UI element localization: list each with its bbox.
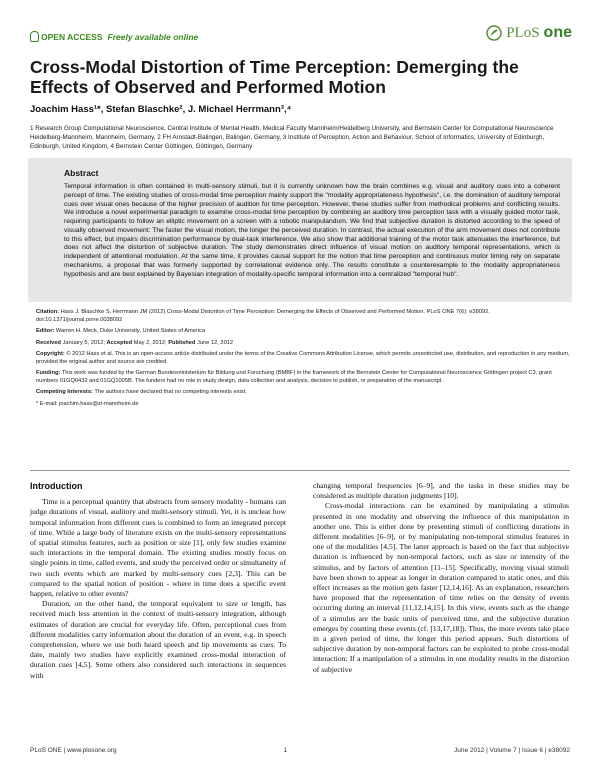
article-authors: Joachim Hass¹*, Stefan Blaschke², J. Michael Herrmann³,⁴ xyxy=(30,104,292,115)
footer-journal: PLoS ONE | www.plosone.org xyxy=(30,747,117,754)
body-paragraph: changing temporal frequencies [6–9], and the tasks in these studies may be considered as multiple duration judgments [10]. xyxy=(313,481,569,501)
competing-interests: Competing Interests: The authors have declared that no competing interests exist. xyxy=(36,389,247,395)
copyright: Copyright: © 2012 Hass et al. This is an open-access article distributed under the terms of the Creative Commons Attribution License, which permits unrestricted use, distribution, and reproduction in any medium, provided the original author and source are credited. xyxy=(36,351,570,365)
logo-one: one xyxy=(543,24,572,41)
oa-open: OPEN xyxy=(41,31,66,42)
author-affiliations: 1 Research Group Computational Neuroscience, Central Institute of Mental Health, Medical Faculty Mannheim/Heidelberg University, and Bernstein Center for Computational Neuroscience Heidelberg-Mannheim, Mannheim, Germany, 2 FH Arnstadt-Balingen, Balingen, Germany, 3 Institute of Perception, Action and Behaviour, School of Informatics, University of Edinburgh, Edinburgh, United Kingdom, 4 Bernstein Center Göttingen, Göttingen, Germany xyxy=(30,125,554,150)
body-column-right xyxy=(313,481,569,675)
open-lock-icon xyxy=(30,31,39,42)
body-column-left xyxy=(30,481,286,681)
editor: Editor: Warren H. Meck, Duke University, United States of America xyxy=(36,328,206,334)
dates: Received January 5, 2012; Accepted May 2, 2012; Published June 12, 2012 xyxy=(36,339,234,346)
contact-email: * E-mail: joachim.hass@zi-mannheim.de xyxy=(36,400,139,407)
article-metadata xyxy=(36,309,572,412)
body-paragraph: Cross-modal interactions can be examined by manipulating a stimulus presented in one modality and observing the influence of this manipulation in another one. This is either done by presenting stimuli of conflicting durations in different modalities [6–9], or by manipulating non-temporal stimulus features in one of the modalities [4,5]. The latter approach is based on the fact that subjective duration is influenced by non-temporal factors, such as size or intensity of the stimulus, and by factors of attention [11–15]. Specifically, moving visual stimuli have been shown to appear as longer in duration compared to static ones, and this effect increases as the motion gets faster [12,14,16]. As an explanation, researchers have proposed that the representation of time relies on the density of events occurring during an interval [11,12,14,15]. In this view, events such as the change of a stimulus are the basic units of perceived time, and the subjective duration emerges by counting these events (cf. [13,17,18]). Thus, the more events take place in a given period of time, the longer this period appears. Such distortions of subjective duration by non-temporal factors can be exploited to probe cross-modal interaction: If a manipulation of a stimulus in one modality results in the distortion of subjective xyxy=(313,501,569,674)
section-divider xyxy=(30,470,570,471)
plos-leaf-icon xyxy=(486,25,502,41)
logo-plos: PLoS xyxy=(506,24,540,41)
citation: Citation: Hass J, Blaschke S, Herrmann JM (2012) Cross-Modal Distortion of Time Perception: Demerging the Effects of Observed and Performed Motion. PLoS ONE 7(6): e38092. doi:10.1371/journal.pone.0038092 xyxy=(36,309,490,323)
page-number: 1 xyxy=(283,747,288,754)
body-paragraph: Time is a perceptual quantity that abstracts from sensory modality - humans can judge durations of visual, auditory and multi-sensory stimuli. Yet, it is unclear how temporal information from different cues is combined to form an integrated percept of time. While a large body of literature exists on the multi-sensory representations of spatial stimulus features, such as position or size [1], only few studies examine such interactions in the temporal domain. The existing studies mostly focus on single points in time, called events, and study the perceived order or simultaneity of two such events which are marked by multi-sensory cues [2,3]. This can be compared to the spatial notion of position - where in time does a specific event happen, relative to other events? xyxy=(30,497,286,599)
body-paragraph: Duration, on the other hand, the temporal equivalent to size or length, has received much less attention in the context of multi-sensory integration, although estimates of duration are crucial for everyday life. Often, perceptional cues from different modalities carry information about the duration of an event, e.g. in speech comprehension, where we use both heard speech and lip movements as cues. To date, mainly two studies have explicitly examined cross-modal interaction of duration cues [4,5]. Some others also considered such interactions in sequences with xyxy=(30,599,286,680)
plos-one-logo xyxy=(486,24,572,42)
introduction-heading: Introduction xyxy=(30,481,83,491)
funding: Funding: This work was funded by the German Bundesministerium für Bildung und Forschung (BMBF) in the framework of the Bernstein Center for Computational Neuroscience Göttingen project C3, grant numbers 01GQ0432 and 01GQ1005B. The funders had no role in study design, data collection and analysis, decision to publish, or preparation of the manuscript. xyxy=(36,370,552,384)
abstract-text: Temporal information is often contained in multi-sensory stimuli, but it is currently unknown how the brain combines e.g. visual and auditory cues into a coherent percept of time. The existing studies of cross-modal time perception mainly support the "modality appropriateness hypothesis", i.e. the domination of auditory temporal cues over visual ones because of the higher precision of audition for time perception. However, these studies suffer from methodical problems and conflicting results. We introduce a novel experimental paradigm to examine cross-modal time perception by combining an auditory time perception task with a visually guided motor task, requiring participants to follow an elliptic movement on a screen with a robotic manipulandum. We find that subjective duration is distorted according to the speed of visually observed movement: The faster the visual motion, the longer the perceived duration. In contrast, the actual execution of the arm movement does not contribute to this effect, but impairs discrimination performance by dual-task interference. We also show that additional training of the motor task attenuates the interference, but does not affect the distortion of subjective duration. The study demonstrates direct influence of visual motion on auditory temporal representations, which is independent of attentional modulation. At the same time, it provides causal support for the notion that time perception and continuous motor timing rely on separate mechanisms, a proposal that was formerly supported by correlational evidence only. The results constitute a counterexample to the modality appropriateness hypothesis and are best explained by Bayesian integration of modality-specific temporal information into a centralized "temporal hub". xyxy=(64,183,560,278)
abstract-box xyxy=(28,158,572,302)
footer-issue: June 2012 | Volume 7 | Issue 6 | e38092 xyxy=(453,747,570,754)
oa-freely-available: Freely available online xyxy=(107,31,199,42)
page-footer xyxy=(30,747,570,754)
article-title: Cross-Modal Distortion of Time Perception: Demerging the Effects of Observed and Performed Motion xyxy=(30,57,519,97)
abstract-heading: Abstract xyxy=(64,168,99,178)
oa-access: ACCESS xyxy=(67,31,103,42)
open-access-banner xyxy=(30,31,198,42)
